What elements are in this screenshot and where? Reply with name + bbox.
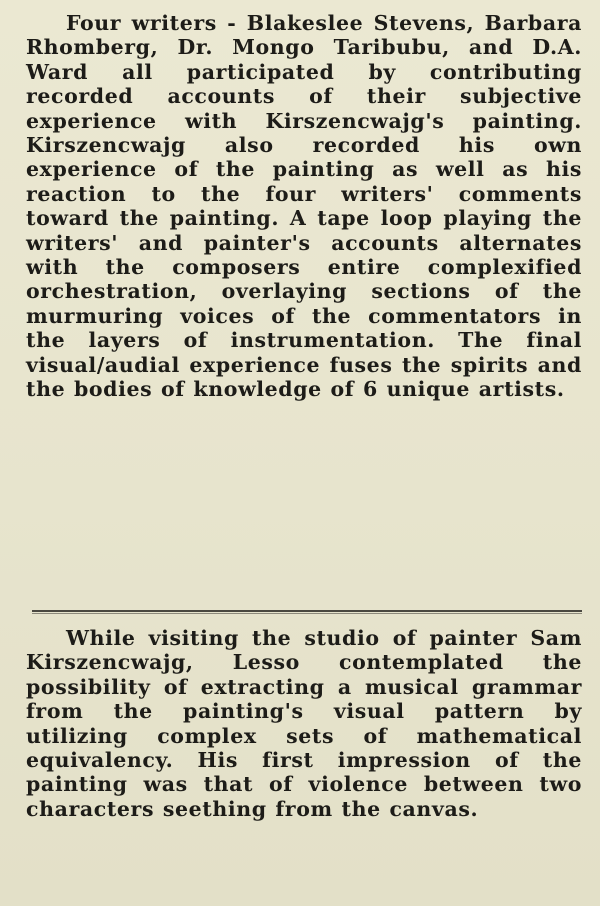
section-divider: [32, 610, 582, 612]
article-paragraph-2: While visiting the studio of painter Sam Kirszencwajg, Lesso contemplated the possibility of extracting a musical grammar from the painting's visual pattern by utilizing complex sets of mathematical equivalency. His first impression of the painting was that of violence between two characters seething from the canvas.: [26, 626, 582, 821]
article-paragraph-1: Four writers - Blakeslee Stevens, Barbara Rhomberg, Dr. Mongo Taribubu, and D.A. Ward all participated by contributing recorded accounts of their subjective experience with Kirszencwajg's painting. Kirszencwajg also recorded his own experience of the painting as well as his reaction to the four writers' comments toward the painting. A tape loop playing the writers' and painter's accounts alternates with the composers entire complexified orchestration, overlaying sections of the murmuring voices of the commentators in the layers of instrumentation. The final visual/audial experience fuses the spirits and the bodies of knowledge of 6 unique artists.: [26, 11, 582, 402]
